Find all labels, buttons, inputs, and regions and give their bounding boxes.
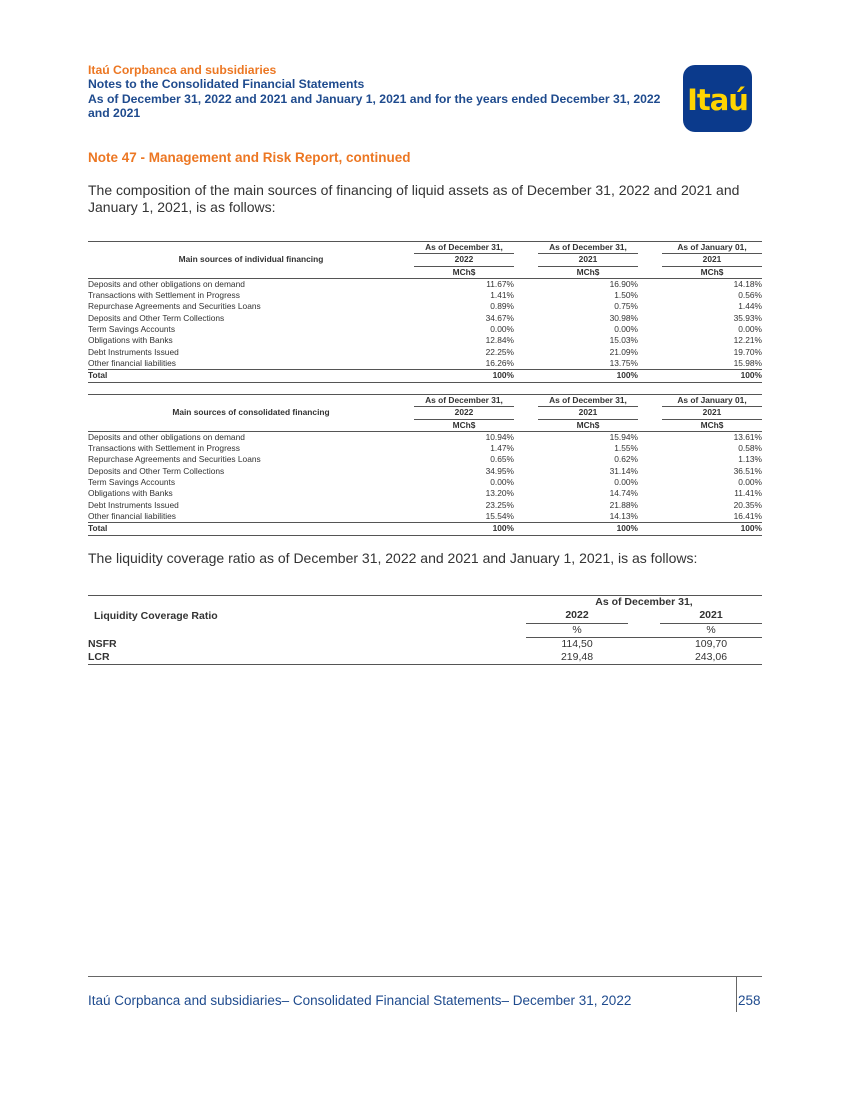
row-value: 31.14% [609,465,638,476]
row-label: Term Savings Accounts [88,477,176,488]
table-row [88,511,762,523]
note-title: Note 47 - Management and Risk Report, continued [88,150,411,165]
row-value: 10.94% [485,431,514,442]
lcr-value: 219,48 [526,651,628,665]
row-label: Term Savings Accounts [88,324,176,335]
row-value: 0.75% [614,301,638,312]
column-label: As of December 31, [414,395,514,407]
column-label: As of December 31, [538,242,638,254]
row-value: 0.00% [614,324,638,335]
row-value: 21.88% [609,499,638,510]
row-value: 0.00% [490,477,514,488]
total-label: Total [88,370,414,382]
row-value: 0.62% [614,454,638,465]
row-value: 12.21% [733,335,762,346]
row-value: 14.18% [733,278,762,289]
row-value: 13.20% [485,488,514,499]
column-unit: MCh$ [538,419,638,431]
table-row [88,466,762,477]
row-value: 34.95% [485,465,514,476]
column-year: 2022 [414,254,514,266]
table-row [88,443,762,454]
row-value: 35.93% [733,312,762,323]
table-row [88,454,762,465]
table-row [88,278,762,290]
lcr-value: 114,50 [561,637,593,650]
row-value: 20.35% [733,499,762,510]
footer-divider [88,976,762,977]
row-value: 23.25% [485,499,514,510]
lcr-row-lcr [88,651,762,665]
row-label: Deposits and Other Term Collections [88,465,225,476]
intro-paragraph: The composition of the main sources of financing of liquid assets as of December 31, 2022 and 2021 and January 1, 2021, is as follows: [88,182,740,215]
lcr-unit-2021: % [660,623,762,637]
table-row [88,488,762,499]
total-row [88,523,762,535]
row-value: 15.98% [733,357,762,368]
row-value: 1.47% [490,443,514,454]
table-title: Main sources of individual financing [178,254,324,265]
company-name: Itaú Corpbanca and subsidiaries [88,63,277,77]
lcr-intro-paragraph: The liquidity coverage ratio as of December 31, 2022 and 2021 and January 1, 2021, is as follows: [88,550,698,566]
row-value: 15.94% [609,431,638,442]
lcr-year-2022: 2022 [526,609,628,623]
row-value: 0.56% [738,290,762,301]
row-value: 0.00% [614,477,638,488]
lcr-value: 109,70 [694,637,728,650]
page-header [88,63,678,121]
lcr-value: 243,06 [660,651,762,665]
row-value: 11.67% [486,278,514,289]
row-value: 0.00% [738,477,762,488]
row-value: 1.13% [738,454,762,465]
row-label: Repurchase Agreements and Securities Loans [88,301,261,312]
row-value: 14.74% [609,488,638,499]
table-row [88,431,762,443]
lcr-row-nsfr [88,637,762,651]
row-value: 0.00% [490,324,514,335]
row-label: Repurchase Agreements and Securities Loans [88,454,261,465]
row-value: 0.89% [490,301,514,312]
total-value: 100% [414,370,514,382]
table-row [88,477,762,488]
table-row [88,301,762,312]
row-value: 14.13% [609,510,638,521]
itau-logo [683,65,752,132]
row-label: Obligations with Banks [88,488,173,499]
column-header-row [88,395,762,407]
column-unit-row [88,419,762,431]
row-value: 30.98% [609,312,638,323]
column-label: As of January 01, [662,242,762,254]
table-row [88,324,762,335]
lcr-unit-2022: % [526,623,628,637]
column-label: As of January 01, [662,395,762,407]
lcr-header-row [88,596,762,610]
lcr-year-2021: 2021 [660,609,762,623]
total-label: Total [88,523,414,535]
table-row [88,290,762,301]
column-unit: MCh$ [414,266,514,278]
row-value: 15.54% [485,510,514,521]
table-row [88,335,762,346]
row-value: 22.25% [485,346,514,357]
row-value: 0.65% [490,454,514,465]
row-value: 1.55% [614,443,638,454]
column-year: 2021 [662,254,762,266]
column-unit-row [88,266,762,278]
row-value: 19.70% [733,346,762,357]
column-year: 2021 [662,407,762,419]
row-value: 13.61% [733,431,762,442]
column-year: 2021 [538,407,638,419]
row-label: Debt Instruments Issued [88,346,179,357]
row-value: 1.44% [738,301,762,312]
row-value: 21.09% [609,346,638,357]
column-unit: MCh$ [414,419,514,431]
row-value: 11.41% [734,488,762,499]
total-value: 100% [662,370,762,382]
footer-text: Itaú Corpbanca and subsidiaries– Consolidated Financial Statements– December 31, 2022 [88,993,632,1008]
row-value: 12.84% [485,335,514,346]
row-value: 36.51% [733,465,762,476]
total-value: 100% [414,523,514,535]
table-row [88,347,762,358]
footer-page-divider [736,976,737,1012]
lcr-year-row [88,609,762,623]
row-label: Obligations with Banks [88,335,173,346]
row-value: 0.58% [738,443,762,454]
row-label: Other financial liabilities [88,357,176,368]
row-value: 13.75% [609,357,638,368]
column-unit: MCh$ [662,266,762,278]
column-header-row [88,242,762,254]
lcr-row-label: NSFR [88,637,117,650]
lcr-group-label: As of December 31, [526,596,762,610]
row-label: Deposits and Other Term Collections [88,312,225,323]
row-value: 34.67% [485,312,514,323]
column-unit: MCh$ [662,419,762,431]
page-number: 258 [738,993,761,1008]
consolidated-financing-table [88,394,762,536]
column-year-row [88,254,762,266]
table-row [88,358,762,370]
total-value: 100% [662,523,762,535]
row-value: 1.41% [490,290,514,301]
row-label: Transactions with Settlement in Progress [88,443,240,454]
table-title: Main sources of consolidated financing [172,407,330,418]
column-label: As of December 31, [414,242,514,254]
total-value: 100% [538,370,638,382]
liquidity-coverage-table [88,595,762,665]
document-title: Notes to the Consolidated Financial Statements [88,77,365,92]
column-year: 2022 [414,407,514,419]
total-row [88,370,762,382]
lcr-table-title: Liquidity Coverage Ratio [94,609,218,622]
column-label: As of December 31, [538,395,638,407]
table-row [88,500,762,511]
row-label: Deposits and other obligations on demand [88,431,245,442]
row-label: Transactions with Settlement in Progress [88,290,240,301]
row-value: 0.00% [738,324,762,335]
total-value: 100% [538,523,638,535]
row-label: Other financial liabilities [88,510,176,521]
table-row [88,313,762,324]
row-value: 16.90% [609,278,638,289]
row-value: 1.50% [614,290,638,301]
lcr-row-label: LCR [88,651,526,665]
individual-financing-table [88,241,762,383]
row-value: 16.26% [485,357,514,368]
column-year: 2021 [538,254,638,266]
period-statement: As of December 31, 2022 and 2021 and January 1, 2021 and for the years ended December 31, 2022 and 2021 [88,91,661,121]
lcr-unit-row [88,623,762,637]
column-year-row [88,407,762,419]
row-label: Deposits and other obligations on demand [88,278,245,289]
row-value: 16.41% [733,510,762,521]
column-unit: MCh$ [538,266,638,278]
logo-text: Itaú [687,83,748,117]
row-value: 15.03% [609,335,638,346]
row-label: Debt Instruments Issued [88,499,179,510]
